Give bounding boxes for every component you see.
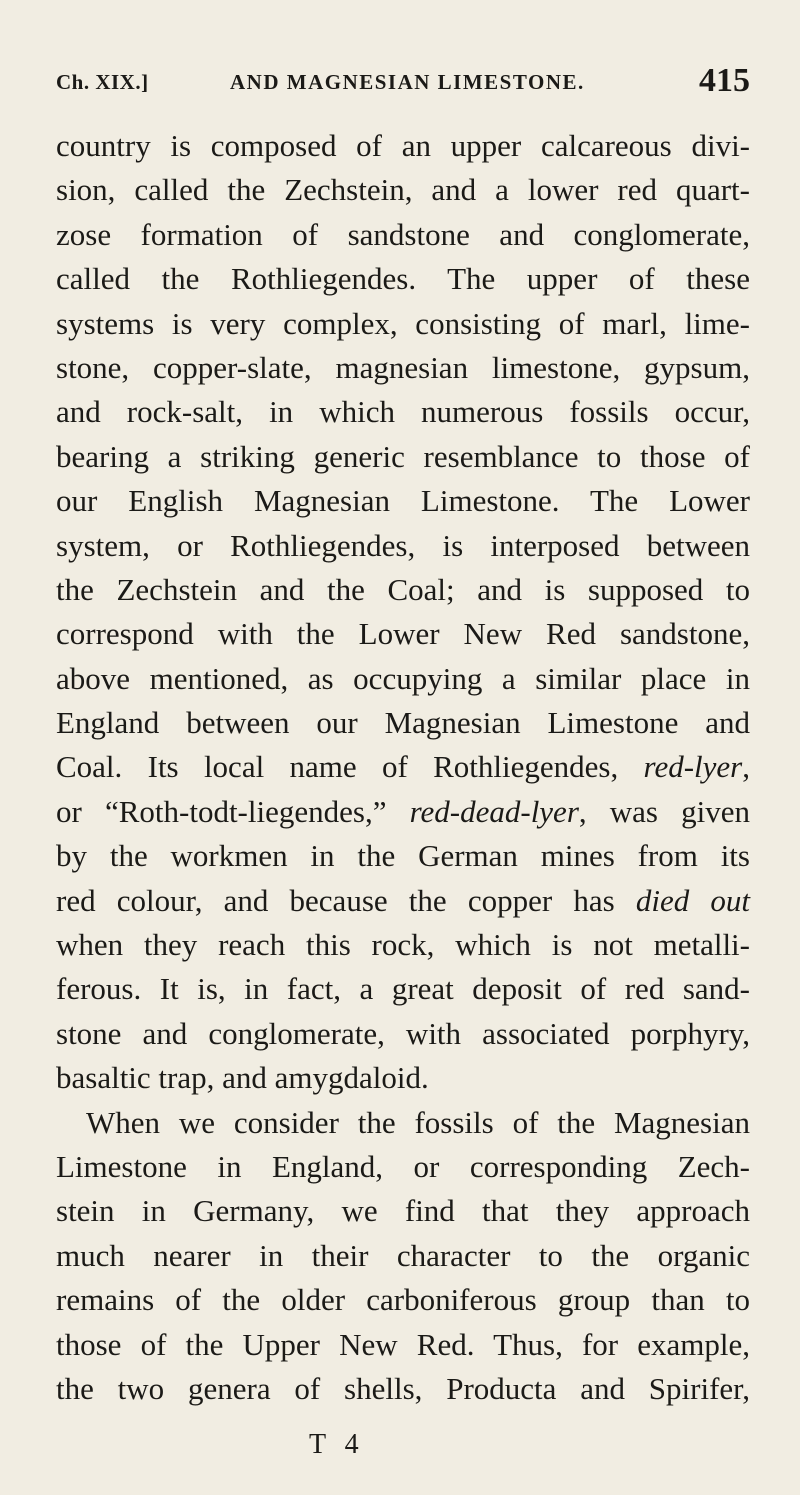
text-line: correspond with the Lower New Red sandstone, — [56, 616, 750, 652]
running-title: AND MAGNESIAN LIMESTONE. — [230, 70, 585, 94]
running-head — [56, 64, 750, 98]
text-line: when they reach this rock, which is not metalli- — [56, 927, 750, 963]
italic-term: red-lyer — [643, 749, 743, 785]
text-line: above mentioned, as occupying a similar place in — [56, 660, 750, 696]
text-line: by the workmen in the German mines from its — [56, 838, 750, 874]
chapter-reference: Ch. XIX.] — [56, 70, 149, 94]
text-line: remains of the older carboniferous group than to — [56, 1282, 750, 1318]
text-line: those of the Upper New Red. Thus, for example, — [56, 1326, 750, 1362]
text-line: the two genera of shells, Producta and Spirifer, — [56, 1370, 750, 1406]
body-text — [56, 124, 750, 1411]
text-line: zose formation of sandstone and conglomerate, — [56, 216, 750, 252]
italic-term: died out — [635, 882, 750, 918]
text-line: bearing a striking generic resemblance to those of — [56, 438, 750, 474]
text-line: Coal. Its local name of Rothliegendes, red-lyer, — [56, 749, 750, 785]
text-line: much nearer in their character to the organic — [56, 1237, 750, 1273]
text-line: red colour, and because the copper has died out — [56, 882, 750, 918]
text-line: systems is very complex, consisting of marl, lime- — [56, 305, 750, 341]
text-line: our English Magnesian Limestone. The Lower — [56, 483, 750, 519]
text-line: stone and conglomerate, with associated porphyry, — [56, 1015, 750, 1051]
text-line: and rock-salt, in which numerous fossils occur, — [56, 394, 750, 430]
text-line: the Zechstein and the Coal; and is supposed to — [56, 571, 750, 607]
text-line: system, or Rothliegendes, is interposed between — [56, 527, 750, 563]
text-line: Limestone in England, or corresponding Zech- — [56, 1148, 750, 1184]
text-line: sion, called the Zechstein, and a lower red quart- — [56, 172, 750, 208]
italic-term: red-dead-lyer — [409, 793, 579, 829]
text-line: called the Rothliegendes. The upper of these — [56, 261, 750, 297]
text-line: stone, copper-slate, magnesian limestone, gypsum, — [56, 349, 750, 385]
text-line: England between our Magnesian Limestone and — [56, 705, 750, 741]
paragraph-start-line: When we consider the fossils of the Magnesian — [86, 1104, 750, 1140]
signature-mark: T 4 — [309, 1429, 365, 1460]
text-line: stein in Germany, we find that they approach — [56, 1193, 750, 1229]
text-line: or “Roth-todt-liegendes,” red-dead-lyer, was given — [56, 793, 750, 829]
paragraph-end-line: basaltic trap, and amygdaloid. — [56, 1060, 429, 1096]
page-number: 415 — [699, 62, 750, 99]
text-line: ferous. It is, in fact, a great deposit of red sand- — [56, 971, 750, 1007]
text-line: country is composed of an upper calcareous divi- — [56, 128, 750, 163]
